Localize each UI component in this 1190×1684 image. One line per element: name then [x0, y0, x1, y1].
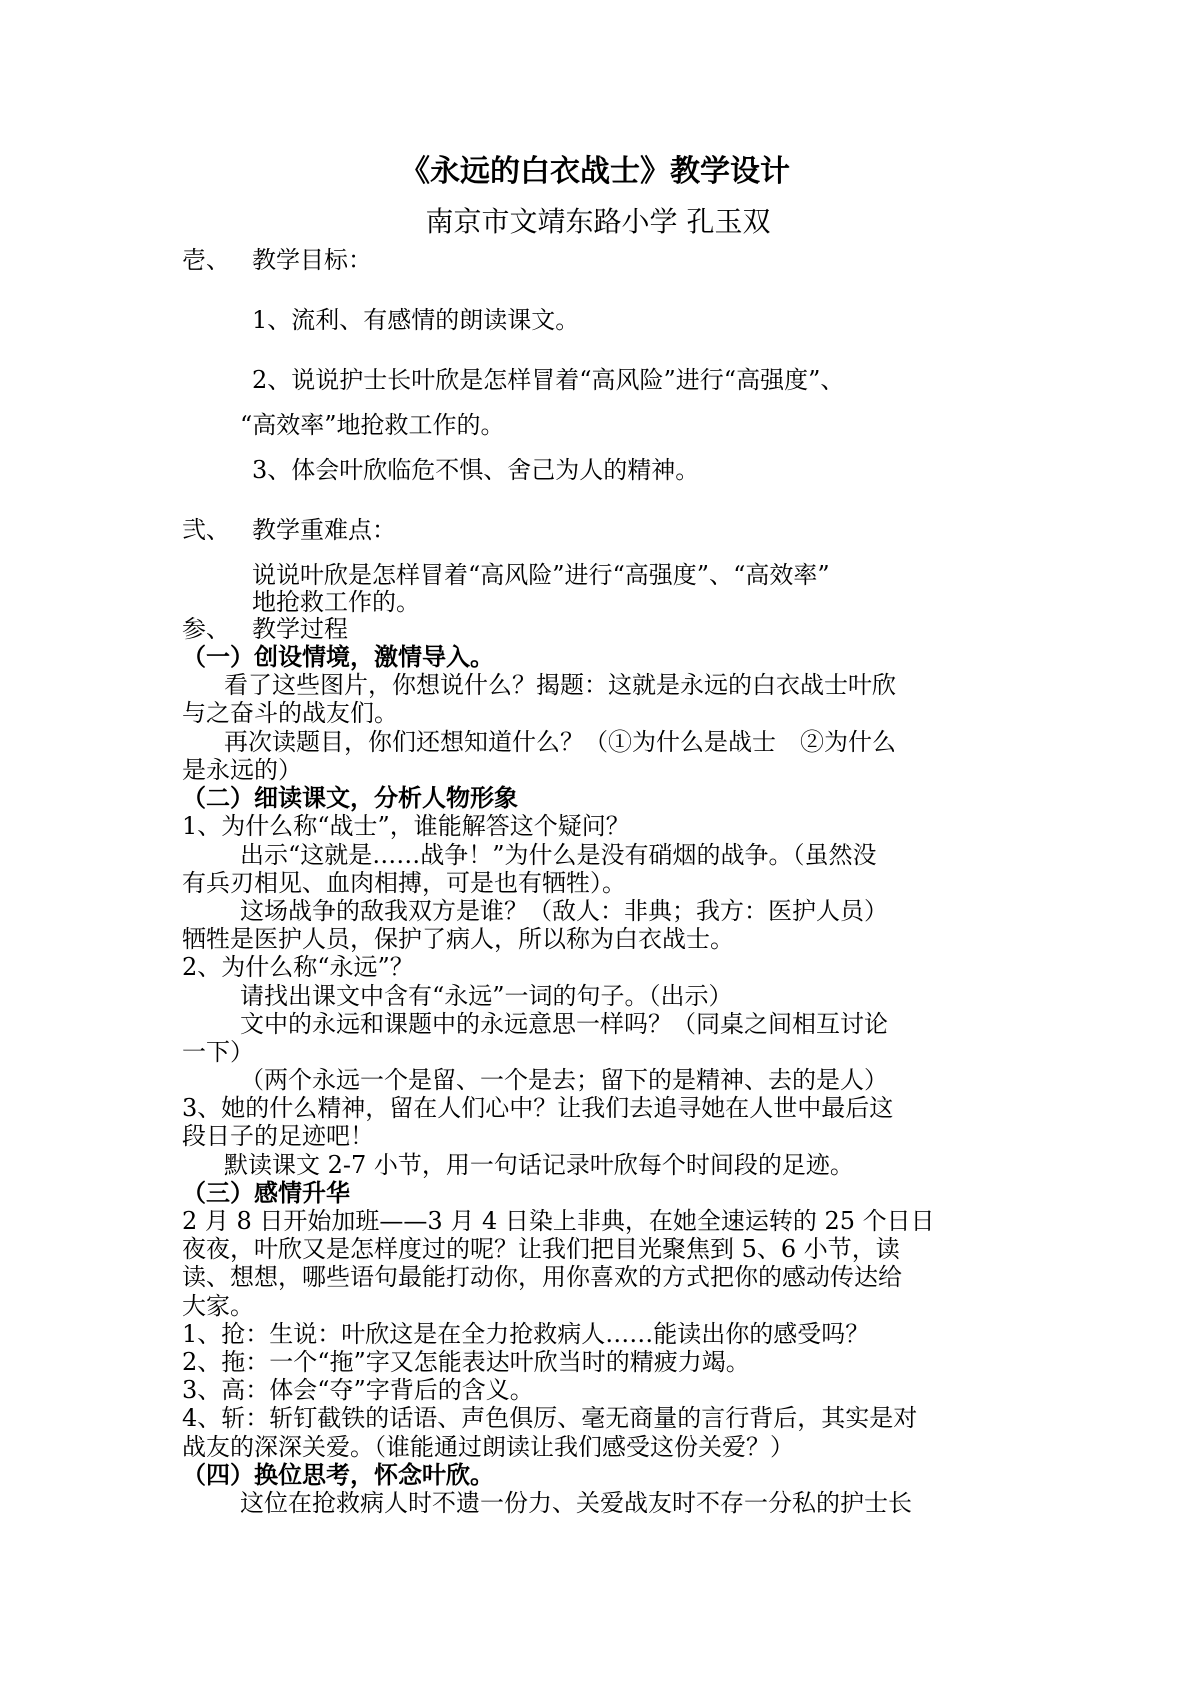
paragraph-line: 大家。	[182, 1292, 254, 1320]
paragraph-line: 默读课文 2-7 小节，用一句话记录叶欣每个时间段的足迹。	[224, 1151, 854, 1179]
paragraph-line: 2 月 8 日开始加班——3 月 4 日染上非典，在她全速运转的 25 个日日	[182, 1207, 935, 1235]
paragraph-line: 3、高：体会“夺”字背后的含义。	[182, 1376, 534, 1404]
author-line: 南京市文靖东路小学 孔玉双	[425, 205, 771, 238]
goal-line: 3、体会叶欣临危不惧、舍己为人的精神。	[252, 456, 700, 484]
paragraph-line: 夜夜，叶欣又是怎样度过的呢？让我们把目光聚焦到 5、6 小节，读	[182, 1235, 900, 1263]
section-3-number: 参、	[182, 615, 230, 643]
goal-line: “高效率”地抢救工作的。	[240, 411, 505, 439]
goal-line: 1、流利、有感情的朗读课文。	[252, 306, 580, 334]
section-3-label: 教学过程	[252, 615, 348, 643]
paragraph-line: 3、她的什么精神，留在人们心中？让我们去追寻她在人世中最后这	[182, 1094, 894, 1122]
paragraph-line: （两个永远一个是留、一个是去；留下的是精神、去的是人）	[240, 1066, 888, 1094]
part-4-heading: （四）换位思考，怀念叶欣。	[182, 1460, 494, 1489]
goal-line: 2、说说护士长叶欣是怎样冒着“高风险”进行“高强度”、	[252, 366, 845, 394]
section-2-label: 教学重难点：	[252, 516, 396, 544]
paragraph-line: 有兵刃相见、血肉相搏，可是也有牺牲）。	[182, 869, 626, 897]
paragraph-line: 段日子的足迹吧！	[182, 1122, 374, 1150]
paragraph-line: 出示“这就是……战争！”为什么是没有硝烟的战争。（虽然没	[240, 841, 877, 869]
part-2-heading: （二）细读课文，分析人物形象	[182, 783, 518, 812]
paragraph-line: 是永远的）	[182, 756, 302, 784]
part-3-heading: （三）感情升华	[182, 1178, 350, 1207]
paragraph-line: 2、拖：一个“拖”字又怎能表达叶欣当时的精疲力竭。	[182, 1348, 750, 1376]
keypoint-line: 说说叶欣是怎样冒着“高风险”进行“高强度”、“高效率”	[252, 561, 830, 589]
section-2-heading	[182, 515, 396, 545]
paragraph-line: 4、斩：斩钉截铁的话语、声色俱厉、毫无商量的言行背后，其实是对	[182, 1404, 918, 1432]
section-1-label: 教学目标：	[252, 246, 372, 274]
paragraph-line: 请找出课文中含有“永远”一词的句子。（出示）	[240, 982, 733, 1010]
paragraph-line: 1、抢：生说：叶欣这是在全力抢救病人……能读出你的感受吗？	[182, 1320, 870, 1348]
keypoint-line: 地抢救工作的。	[252, 588, 420, 616]
paragraph-line: 这位在抢救病人时不遗一份力、关爱战友时不存一分私的护士长	[240, 1489, 912, 1517]
section-2-number: 弐、	[182, 516, 230, 544]
paragraph-line: 看了这些图片，你想说什么？揭题：这就是永远的白衣战士叶欣	[224, 671, 896, 699]
paragraph-line: 这场战争的敌我双方是谁？（敌人：非典；我方：医护人员）	[240, 897, 888, 925]
section-3-heading	[182, 614, 348, 644]
paragraph-line: 1、为什么称“战士”，谁能解答这个疑问？	[182, 812, 630, 840]
section-1-number: 壱、	[182, 246, 230, 274]
document-title: 《永远的白衣战士》教学设计	[400, 154, 790, 189]
paragraph-line: 牺牲是医护人员，保护了病人，所以称为白衣战士。	[182, 925, 734, 953]
paragraph-line: 读、想想，哪些语句最能打动你，用你喜欢的方式把你的感动传达给	[182, 1263, 902, 1291]
paragraph-line: 文中的永远和课题中的永远意思一样吗？（同桌之间相互讨论	[240, 1010, 888, 1038]
paragraph-line: 2、为什么称“永远”？	[182, 953, 414, 981]
paragraph-line: 一下）	[182, 1038, 254, 1066]
part-1-heading: （一）创设情境，激情导入。	[182, 642, 494, 671]
section-1-heading	[182, 245, 372, 275]
paragraph-line: 战友的深深关爱。（谁能通过朗读让我们感受这份关爱？）	[182, 1433, 794, 1461]
paragraph-line: 再次读题目，你们还想知道什么？（①为什么是战士 ②为什么	[224, 728, 896, 756]
paragraph-line: 与之奋斗的战友们。	[182, 699, 398, 727]
